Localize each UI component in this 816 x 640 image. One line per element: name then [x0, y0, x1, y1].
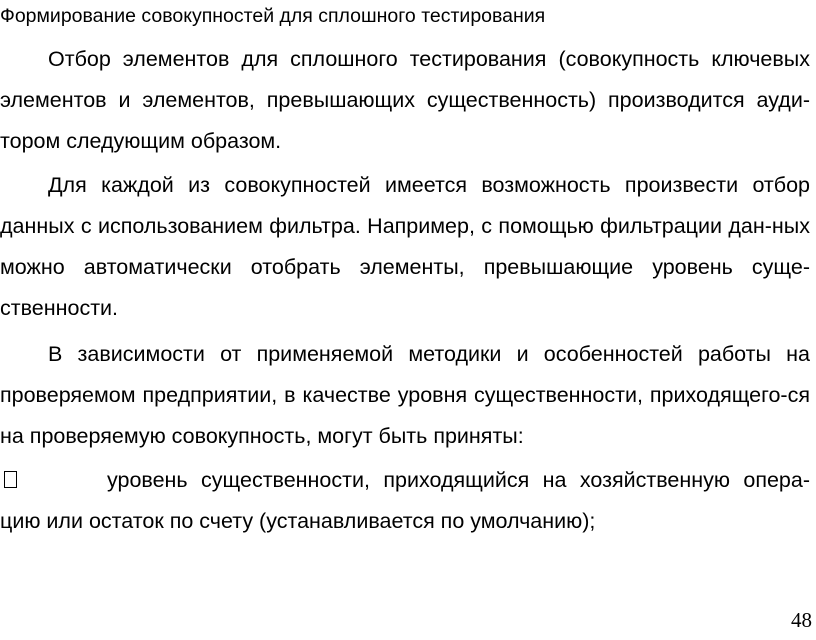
paragraph-3-text: В зависимости от применяемой методики и особенностей работы на проверяемом предприятии, в качестве уровня существенности, приходящего-ся на проверяемую совокупность, могут быть приняты: — [0, 342, 810, 448]
bullet-list-item — [0, 460, 810, 542]
bullet-box-icon — [4, 471, 17, 488]
paragraph-1-text: Отбор элементов для сплошного тестирования (совокупность ключевых элементов и элементов, превышающих существенность) производится ауди-тором следующим образом. — [0, 47, 810, 153]
paragraph-2 — [0, 165, 810, 329]
bullet-item-text: уровень существенности, приходящийся на хозяйственную опера-цию или остаток по счету (устанавливается по умолчанию); — [0, 468, 810, 533]
page-number: 48 — [791, 608, 812, 632]
paragraph-2-text: Для каждой из совокупностей имеется возможность произвести отбор данных с использованием фильтра. Например, с помощью фильтрации дан-ных можно автоматически отобрать элементы, превышающие уровень суще-ственности. — [0, 173, 810, 320]
section-heading: Формирование совокупностей для сплошного тестирования — [0, 5, 546, 27]
paragraph-3 — [0, 334, 810, 457]
paragraph-1 — [0, 39, 810, 162]
